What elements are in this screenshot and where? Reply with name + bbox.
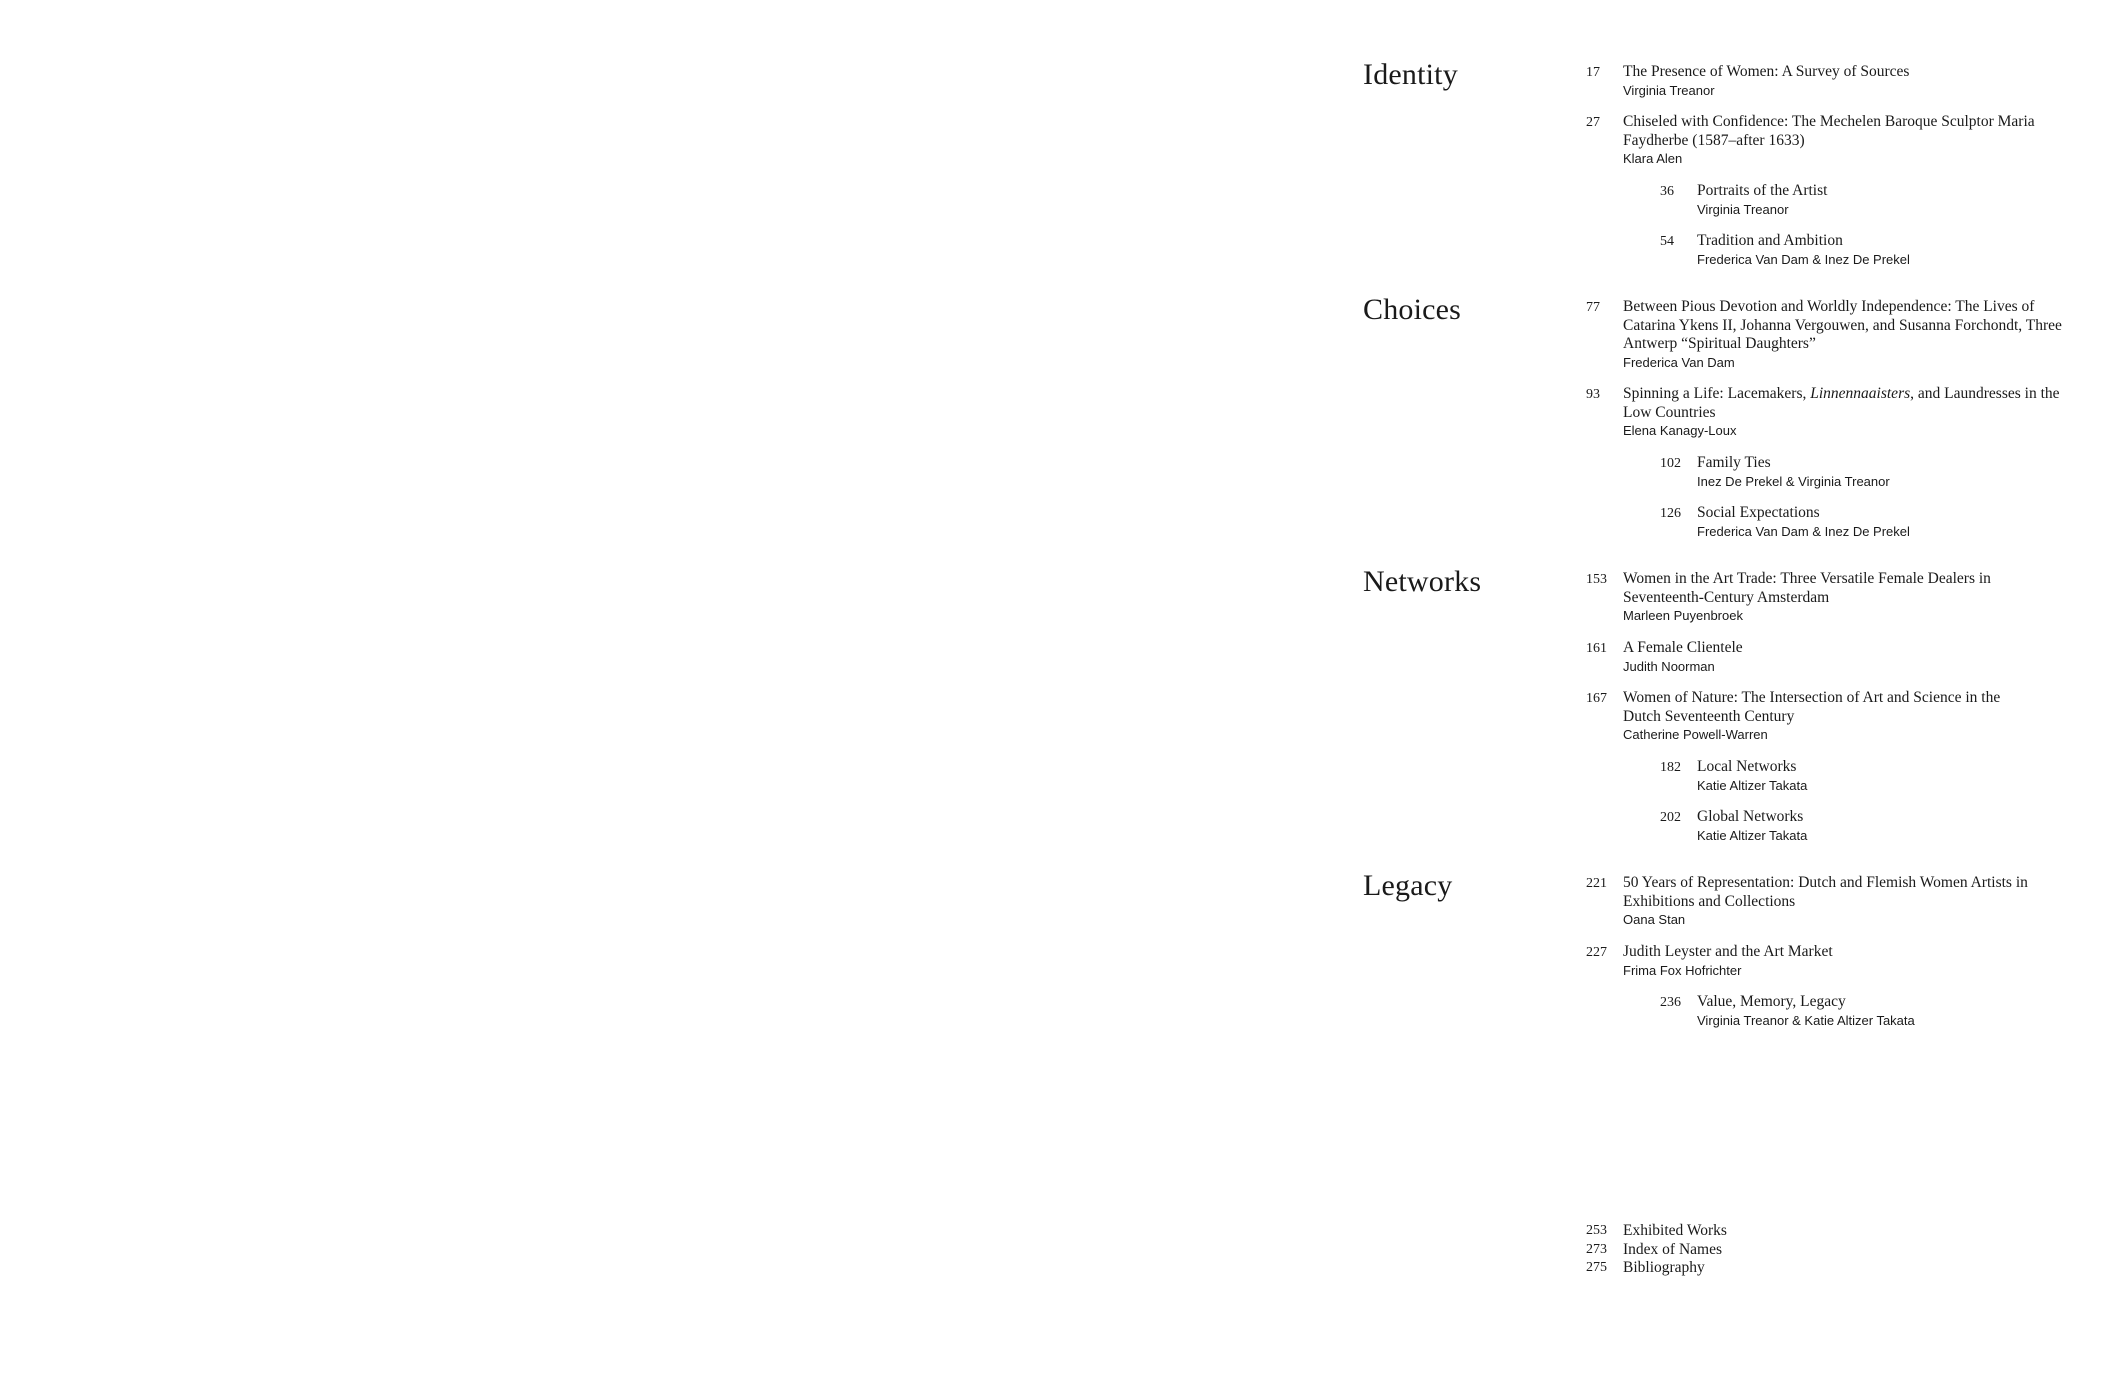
page-number: 236 xyxy=(1660,995,1681,1010)
page-number: 182 xyxy=(1660,760,1681,775)
page-number: 167 xyxy=(1586,691,1607,706)
toc-subentry[interactable] xyxy=(1660,232,2080,269)
entry-title: Family Ties xyxy=(1697,454,1771,471)
entry-title: Tradition and Ambition xyxy=(1697,232,1843,249)
entry-title-italic: Linnennaaisters xyxy=(1810,385,1911,402)
page-number: 221 xyxy=(1586,876,1607,891)
entry-title: Judith Leyster and the Art Market xyxy=(1623,943,1833,960)
entry-title: Social Expectations xyxy=(1697,504,1820,521)
page-number: 153 xyxy=(1586,572,1607,587)
entry-author: Oana Stan xyxy=(1623,912,1686,927)
entry-author: Virginia Treanor xyxy=(1623,82,1715,98)
toc-entry[interactable] xyxy=(1586,385,2066,440)
toc-entry[interactable] xyxy=(1586,639,2066,676)
page-number: 102 xyxy=(1660,456,1681,471)
entry-author: Frederica Van Dam xyxy=(1623,354,1735,370)
page-number: 93 xyxy=(1586,387,1600,402)
page-number: 202 xyxy=(1660,810,1681,825)
toc-entry[interactable] xyxy=(1586,113,2066,168)
entry-author: Judith Noorman xyxy=(1623,658,1715,674)
entry-author: Katie Altizer Takata xyxy=(1697,827,1808,843)
entry-title: Local Networks xyxy=(1697,758,1797,775)
back-matter-item[interactable] xyxy=(1586,1241,1727,1260)
page-number: 17 xyxy=(1586,65,1600,80)
toc-subentry[interactable] xyxy=(1660,454,2080,491)
entry-title: Global Networks xyxy=(1697,808,1804,825)
entry-title: Exhibited Works xyxy=(1623,1222,1727,1239)
page-number: 36 xyxy=(1660,184,1674,199)
page-number: 253 xyxy=(1586,1223,1607,1238)
toc-subentry[interactable] xyxy=(1660,182,2080,219)
entry-title: Women in the Art Trade: Three Versatile Female Dealers in Seventeenth-Century Amsterdam xyxy=(1623,570,1991,606)
toc-subentry[interactable] xyxy=(1660,993,2080,1030)
entry-author: Frederica Van Dam & Inez De Prekel xyxy=(1697,523,1910,539)
page-number: 126 xyxy=(1660,506,1681,521)
entry-title: A Female Clientele xyxy=(1623,639,1743,656)
entry-title: 50 Years of Representation: Dutch and Flemish Women Artists in Exhibitions and Collections xyxy=(1623,874,2028,910)
page-number: 275 xyxy=(1586,1260,1607,1275)
section-title-choices: Choices xyxy=(1363,293,1462,326)
page-number: 227 xyxy=(1586,945,1607,960)
toc-entry[interactable] xyxy=(1586,298,2066,372)
back-matter-item[interactable] xyxy=(1586,1222,1727,1241)
entry-author: Frederica Van Dam & Inez De Prekel xyxy=(1697,251,1910,267)
page-number: 161 xyxy=(1586,641,1607,656)
entry-title: Value, Memory, Legacy xyxy=(1697,993,1846,1010)
entry-title: Bibliography xyxy=(1623,1259,1705,1276)
toc-entry[interactable] xyxy=(1586,570,2066,625)
entry-author: Elena Kanagy-Loux xyxy=(1623,423,1737,438)
entry-author: Frima Fox Hofrichter xyxy=(1623,962,1742,978)
entry-title: Spinning a Life: Lacemakers, Linnennaaisters, and Laundresses in the Low Countries xyxy=(1623,385,2060,421)
toc-subentry[interactable] xyxy=(1660,504,2080,541)
toc-entry[interactable] xyxy=(1586,689,2066,744)
entry-author: Virginia Treanor xyxy=(1697,201,1789,217)
entry-author: Inez De Prekel & Virginia Treanor xyxy=(1697,473,1890,489)
section-title-networks: Networks xyxy=(1363,565,1482,598)
entry-title: Women of Nature: The Intersection of Art and Science in the Dutch Seventeenth Century xyxy=(1623,689,2001,725)
entry-author: Katie Altizer Takata xyxy=(1697,777,1808,793)
entry-author: Marleen Puyenbroek xyxy=(1623,608,1743,623)
page-number: 273 xyxy=(1586,1241,1607,1257)
entry-title: Chiseled with Confidence: The Mechelen Baroque Sculptor Maria Faydherbe (1587–after 1633) xyxy=(1623,113,2035,149)
entry-author: Catherine Powell-Warren xyxy=(1623,727,1768,742)
section-title-legacy: Legacy xyxy=(1363,869,1453,902)
entry-author: Virginia Treanor & Katie Altizer Takata xyxy=(1697,1012,1915,1028)
entry-title: Portraits of the Artist xyxy=(1697,182,1828,199)
back-matter xyxy=(1586,1222,1727,1278)
section-title-identity: Identity xyxy=(1363,58,1458,91)
page-number: 77 xyxy=(1586,300,1600,315)
entry-title: Index of Names xyxy=(1623,1240,1722,1258)
page-number: 27 xyxy=(1586,115,1600,130)
entry-author: Klara Alen xyxy=(1623,151,1683,166)
toc-subentry[interactable] xyxy=(1660,808,2080,845)
toc-subentry[interactable] xyxy=(1660,758,2080,795)
toc-entry[interactable] xyxy=(1586,874,2066,929)
back-matter-item[interactable] xyxy=(1586,1259,1727,1278)
toc-entry[interactable] xyxy=(1586,63,2066,100)
page-number: 54 xyxy=(1660,234,1674,249)
entry-title: The Presence of Women: A Survey of Sources xyxy=(1623,63,1910,80)
toc-entry[interactable] xyxy=(1586,943,2066,980)
entry-title: Between Pious Devotion and Worldly Independence: The Lives of Catarina Ykens II, Johanna Vergouwen, and Susanna Forchondt, Three Antwerp “Spiritual Daughters” xyxy=(1623,298,2062,352)
